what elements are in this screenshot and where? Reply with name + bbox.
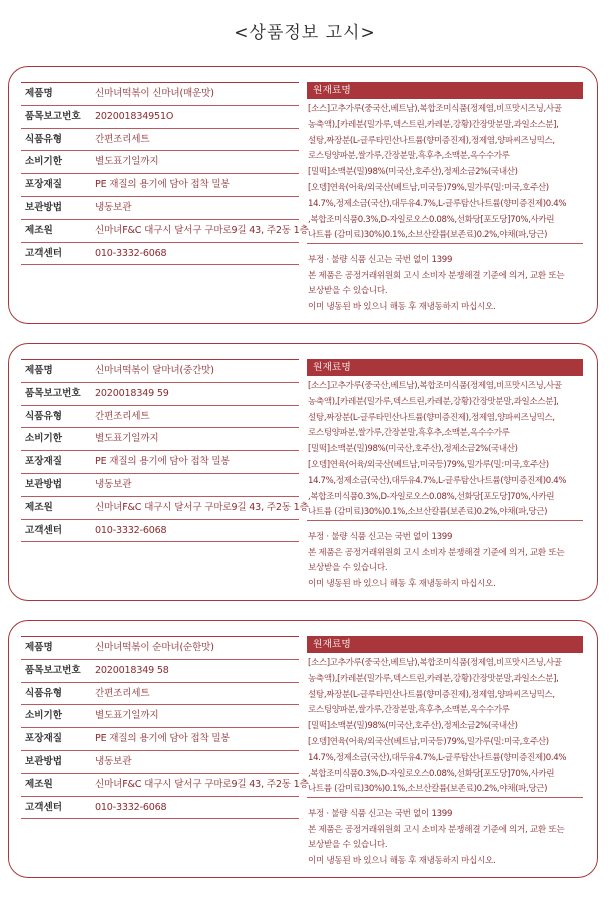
label-expiry: 소비기한 bbox=[25, 710, 63, 722]
ingredient-line: 14.7%,정제소금(국산),대두유4.7%,L-글루탐산나트륨(향미증진제)0.4% bbox=[308, 198, 567, 209]
row-packaging bbox=[21, 174, 299, 197]
label-expiry: 소비기한 bbox=[25, 433, 63, 445]
value-name: 신마녀떡볶이 순마녀(순한맛) bbox=[95, 642, 214, 653]
product-info-table bbox=[21, 636, 309, 819]
label-cs: 고객센터 bbox=[25, 801, 63, 813]
value-report-no: 2020018349 59 bbox=[95, 387, 169, 399]
value-type: 간편조리세트 bbox=[95, 133, 150, 145]
row-expiry bbox=[21, 428, 299, 451]
value-maker: 신마녀F&C 대구시 달서구 구마로9길 43, 주2동 1층 bbox=[95, 501, 309, 513]
label-packaging: 포장재질 bbox=[25, 733, 63, 745]
ingredient-line: 농축액),[카레분(밀가루,덱스트린,카레분,강황)간장맛분말,과일소스분], bbox=[308, 396, 559, 407]
notice-line: 이미 냉동된 바 있으니 해동 후 재냉동하지 마십시오. bbox=[308, 855, 496, 866]
value-expiry: 별도표기일까지 bbox=[95, 156, 159, 168]
value-cs: 010-3332-6068 bbox=[95, 801, 167, 813]
ingredient-line: 설탕,짜장분(L-글루타민산나트륨(향미증진제),정제염,양파씨즈닝믹스, bbox=[308, 689, 555, 700]
notice-line: 이미 냉동된 바 있으니 해동 후 재냉동하지 마십시오. bbox=[308, 578, 496, 589]
label-report-no: 품목보고번호 bbox=[25, 110, 81, 122]
label-name: 제품명 bbox=[25, 365, 53, 376]
row-cs bbox=[21, 243, 299, 266]
row-storage bbox=[21, 751, 299, 774]
ingredient-line: 로스팅양파분,쌀가루,간장분말,흑후추,소맥분,옥수수가루 bbox=[308, 705, 510, 716]
row-expiry bbox=[21, 151, 299, 174]
value-name: 신마녀떡볶이 신마녀(매운맛) bbox=[95, 88, 214, 99]
label-type: 식품유형 bbox=[25, 687, 63, 699]
ingredients-panel bbox=[307, 359, 583, 592]
row-maker bbox=[21, 774, 309, 797]
row-maker bbox=[21, 220, 309, 243]
ingredients-header: 원재료명 bbox=[307, 82, 583, 99]
ingredient-line: [소스]고추가루(중국산,베트남),복합조미식품(정제염,비프맛시즈닝,사골 bbox=[308, 658, 562, 668]
ingredient-line: [오뎅]연육(어육/외국산(베트남,미국등)79%,밀가루(밀:미국,호주산) bbox=[308, 182, 549, 193]
notice-line: 보상받을 수 있습니다. bbox=[308, 563, 388, 574]
row-name bbox=[21, 636, 299, 660]
value-storage: 냉동보관 bbox=[95, 201, 132, 213]
row-cs bbox=[21, 520, 299, 543]
notice-text bbox=[307, 521, 583, 592]
label-storage: 보관방법 bbox=[25, 478, 63, 490]
ingredients-panel bbox=[307, 82, 583, 315]
ingredient-line: 14.7%,정제소금(국산),대두유4.7%,L-글루탐산나트륨(향미증진제)0.4% bbox=[308, 752, 567, 763]
ingredient-line: 농축액),[카레분(밀가루,덱스트린,카레분,강황)간장맛분말,과일소스분], bbox=[308, 673, 559, 684]
label-report-no: 품목보고번호 bbox=[25, 664, 81, 676]
notice-line: 부정 · 불량 식품 신고는 국번 없이 1399 bbox=[308, 255, 453, 265]
label-cs: 고객센터 bbox=[25, 247, 63, 259]
label-name: 제품명 bbox=[25, 88, 53, 99]
value-report-no: 202001834951O bbox=[95, 110, 174, 122]
ingredients-header: 원재료명 bbox=[307, 359, 583, 376]
value-packaging: PE 재질의 용기에 담아 접착 밀봉 bbox=[95, 179, 230, 191]
label-name: 제품명 bbox=[25, 642, 53, 653]
notice-line: 본 제품은 공정거래위원회 고시 소비자 분쟁해결 기준에 의거, 교환 또는 bbox=[308, 270, 565, 281]
label-storage: 보관방법 bbox=[25, 755, 63, 767]
ingredients-panel bbox=[307, 636, 583, 869]
ingredient-line: 14.7%,정제소금(국산),대두유4.7%,L-글루탐산나트륨(향미증진제)0.4% bbox=[308, 475, 567, 486]
row-name bbox=[21, 82, 299, 106]
row-expiry bbox=[21, 705, 299, 728]
row-storage bbox=[21, 197, 299, 220]
label-packaging: 포장재질 bbox=[25, 179, 63, 191]
ingredient-line: 나트륨 (감미료)30%)0.1%,소브산칼륨(보존료)0.2%,야채(파,당근) bbox=[308, 230, 548, 241]
product-card-2 bbox=[8, 343, 598, 601]
ingredients-text bbox=[307, 99, 583, 244]
ingredient-line: ,복합조미식품0.3%,D-자일로오스0.08%,선화당[포도당]70%,사카린 bbox=[308, 768, 555, 779]
value-expiry: 별도표기일까지 bbox=[95, 433, 159, 445]
ingredient-line: [소스]고추가루(중국산,베트남),복합조미식품(정제염,비프맛시즈닝,사골 bbox=[308, 104, 562, 114]
value-storage: 냉동보관 bbox=[95, 755, 132, 767]
notice-line: 본 제품은 공정거래위원회 고시 소비자 분쟁해결 기준에 의거, 교환 또는 bbox=[308, 547, 565, 558]
ingredients-text bbox=[307, 653, 583, 798]
ingredient-line: [밀떡]소맥분(밀)98%(미국산,호주산),정제소금2%(국내산) bbox=[308, 444, 518, 455]
ingredient-line: 로스팅양파분,쌀가루,간장분말,흑후추,소맥분,옥수수가루 bbox=[308, 151, 510, 162]
label-maker: 제조원 bbox=[25, 778, 53, 790]
row-cs bbox=[21, 797, 299, 820]
notice-line: 이미 냉동된 바 있으니 해동 후 재냉동하지 마십시오. bbox=[308, 301, 496, 312]
value-type: 간편조리세트 bbox=[95, 410, 150, 422]
ingredient-line: [오뎅]연육(어육/외국산(베트남,미국등)79%,밀가루(밀:미국,호주산) bbox=[308, 459, 549, 470]
row-report-no bbox=[21, 106, 299, 129]
ingredient-line: 설탕,짜장분(L-글루타민산나트륨(향미증진제),정제염,양파씨즈닝믹스, bbox=[308, 135, 555, 146]
label-expiry: 소비기한 bbox=[25, 156, 63, 168]
ingredients-header: 원재료명 bbox=[307, 636, 583, 653]
ingredient-line: 농축액),[카레분(밀가루,덱스트린,카레분,강황)간장맛분말,과일소스분], bbox=[308, 119, 559, 130]
ingredient-line: 나트륨 (감미료)30%)0.1%,소브산칼륨(보존료)0.2%,야채(파,당근) bbox=[308, 507, 548, 518]
value-packaging: PE 재질의 용기에 담아 접착 밀봉 bbox=[95, 456, 230, 468]
label-type: 식품유형 bbox=[25, 133, 63, 145]
row-type bbox=[21, 683, 299, 706]
value-storage: 냉동보관 bbox=[95, 478, 132, 490]
value-name: 신마녀떡볶이 달마녀(중간맛) bbox=[95, 365, 214, 376]
notice-line: 부정 · 불량 식품 신고는 국번 없이 1399 bbox=[308, 809, 453, 819]
notice-line: 부정 · 불량 식품 신고는 국번 없이 1399 bbox=[308, 532, 453, 542]
notice-line: 보상받을 수 있습니다. bbox=[308, 840, 388, 851]
label-maker: 제조원 bbox=[25, 501, 53, 513]
label-storage: 보관방법 bbox=[25, 201, 63, 213]
label-cs: 고객센터 bbox=[25, 524, 63, 536]
label-packaging: 포장재질 bbox=[25, 456, 63, 468]
notice-line: 본 제품은 공정거래위원회 고시 소비자 분쟁해결 기준에 의거, 교환 또는 bbox=[308, 824, 565, 835]
value-expiry: 별도표기일까지 bbox=[95, 710, 159, 722]
row-name bbox=[21, 359, 299, 383]
row-maker bbox=[21, 497, 309, 520]
value-type: 간편조리세트 bbox=[95, 687, 150, 699]
row-type bbox=[21, 406, 299, 429]
product-card-3 bbox=[8, 620, 598, 878]
ingredient-line: ,복합조미식품0.3%,D-자일로오스0.08%,선화당[포도당]70%,사카린 bbox=[308, 491, 555, 502]
ingredient-line: 나트륨 (감미료)30%)0.1%,소브산칼륨(보존료)0.2%,야채(파,당근) bbox=[308, 784, 548, 795]
row-packaging bbox=[21, 451, 299, 474]
row-packaging bbox=[21, 728, 299, 751]
page-title: <상품정보 고시> bbox=[234, 23, 376, 43]
ingredient-line: 설탕,짜장분(L-글루타민산나트륨(향미증진제),정제염,양파씨즈닝믹스, bbox=[308, 412, 555, 423]
value-packaging: PE 재질의 용기에 담아 접착 밀봉 bbox=[95, 733, 230, 745]
value-report-no: 2020018349 58 bbox=[95, 664, 169, 676]
notice-text bbox=[307, 798, 583, 869]
product-info-table bbox=[21, 82, 309, 265]
label-maker: 제조원 bbox=[25, 224, 53, 236]
product-card-1 bbox=[8, 66, 598, 324]
row-type bbox=[21, 129, 299, 152]
row-report-no bbox=[21, 660, 299, 683]
label-type: 식품유형 bbox=[25, 410, 63, 422]
value-maker: 신마녀F&C 대구시 달서구 구마로9길 43, 주2동 1층 bbox=[95, 224, 309, 236]
row-report-no bbox=[21, 383, 299, 406]
ingredient-line: [오뎅]연육(어육/외국산(베트남,미국등)79%,밀가루(밀:미국,호주산) bbox=[308, 736, 549, 747]
ingredients-text bbox=[307, 376, 583, 521]
value-cs: 010-3332-6068 bbox=[95, 524, 167, 536]
product-info-table bbox=[21, 359, 309, 542]
row-storage bbox=[21, 474, 299, 497]
ingredient-line: [밀떡]소맥분(밀)98%(미국산,호주산),정제소금2%(국내산) bbox=[308, 721, 518, 732]
ingredient-line: [소스]고추가루(중국산,베트남),복합조미식품(정제염,비프맛시즈닝,사골 bbox=[308, 381, 562, 391]
ingredient-line: 로스팅양파분,쌀가루,간장분말,흑후추,소맥분,옥수수가루 bbox=[308, 428, 510, 439]
ingredient-line: [밀떡]소맥분(밀)98%(미국산,호주산),정제소금2%(국내산) bbox=[308, 167, 518, 178]
notice-text bbox=[307, 244, 583, 315]
label-report-no: 품목보고번호 bbox=[25, 387, 81, 399]
value-cs: 010-3332-6068 bbox=[95, 247, 167, 259]
value-maker: 신마녀F&C 대구시 달서구 구마로9길 43, 주2동 1층 bbox=[95, 778, 309, 790]
notice-line: 보상받을 수 있습니다. bbox=[308, 286, 388, 297]
ingredient-line: ,복합조미식품0.3%,D-자일로오스0.08%,선화당[포도당]70%,사카린 bbox=[308, 214, 555, 225]
